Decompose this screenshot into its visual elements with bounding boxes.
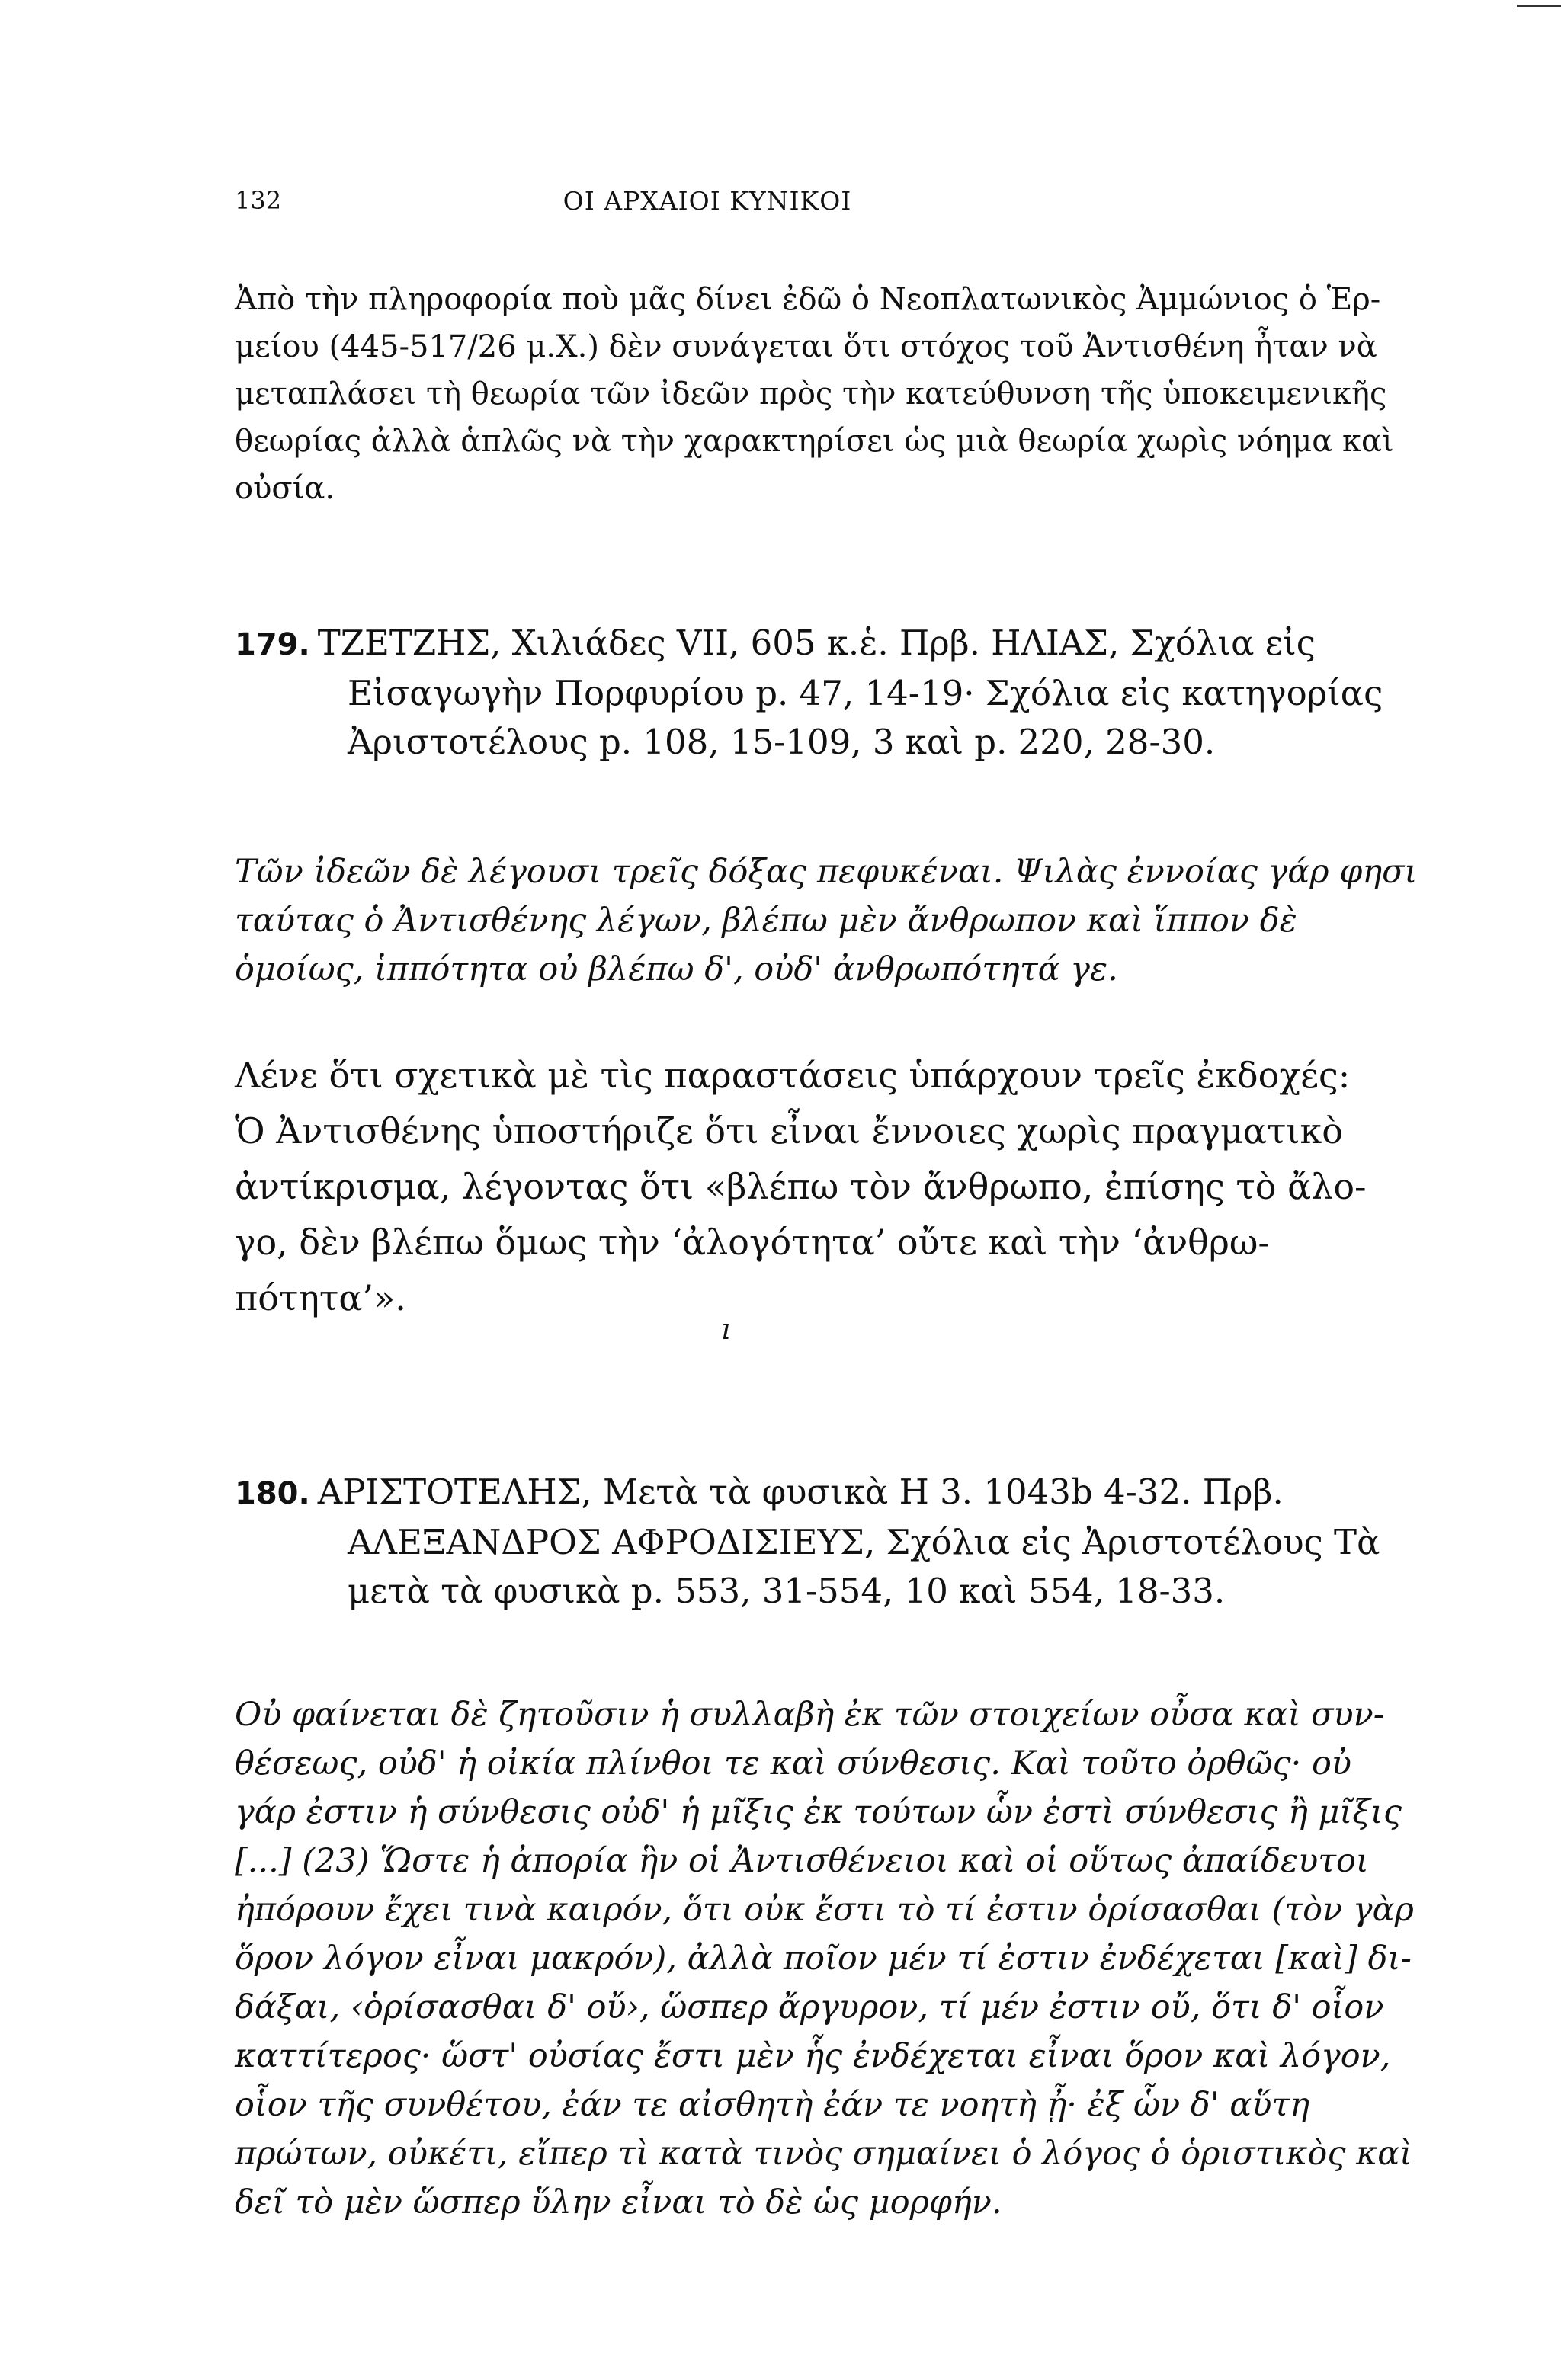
scan-edge-mark <box>1517 5 1561 7</box>
commentary-paragraph <box>235 276 1485 512</box>
fragment-179-reference <box>235 619 1485 767</box>
reference-line: μετὰ τὰ φυσικὰ p. 553, 31-554, 10 καὶ 554, 18-33. <box>348 1571 1226 1611</box>
reference-line: ΑΡΙΣΤΟΤΕΛΗΣ, Μετὰ τὰ φυσικὰ Η 3. 1043b 4-32. Πρβ. <box>317 1472 1284 1512</box>
fragment-179-translation <box>235 1048 1485 1326</box>
stray-mark: ı <box>721 1312 731 1346</box>
commentary-line: οὐσία. <box>235 471 335 506</box>
fragment-179-greek-quote <box>235 847 1485 994</box>
translation-line: Ὁ Ἀντισθένης ὑποστήριζε ὅτι εἶναι ἔννοιες χωρὶς πραγματικὸ <box>235 1110 1343 1152</box>
quote-line: δεῖ τὸ μὲν ὥσπερ ὕλην εἶναι τὸ δὲ ὡς μορφήν. <box>235 2183 1002 2221</box>
page-header <box>235 186 1256 224</box>
quote-line: ὅρον λόγον εἶναι μακρόν), ἀλλὰ ποῖον μέν τί ἐστιν ἐνδέχεται [καὶ] δι- <box>235 1940 1412 1978</box>
translation-line: πότητα’». <box>235 1277 406 1318</box>
quote-line: Οὐ φαίνεται δὲ ζητοῦσιν ἡ συλλαβὴ ἐκ τῶν στοιχείων οὖσα καὶ συν- <box>235 1696 1385 1734</box>
quote-line: Τῶν ἰδεῶν δὲ λέγουσι τρεῖς δόξας πεφυκέναι. Ψιλὰς ἐννοίας γάρ φησι <box>235 853 1418 891</box>
quote-line: καττίτερος· ὥστ' οὐσίας ἔστι μὲν ἧς ἐνδέχεται εἶναι ὅρον καὶ λόγον, <box>235 2037 1391 2075</box>
translation-line: Λένε ὅτι σχετικὰ μὲ τὶς παραστάσεις ὑπάρχουν τρεῖς ἐκδοχές: <box>235 1055 1351 1096</box>
translation-line: γο, δὲν βλέπω ὅμως τὴν ‘ἀλογότητα’ οὔτε καὶ τὴν ‘ἀνθρω- <box>235 1222 1270 1263</box>
quote-line: οἷον τῆς συνθέτου, ἐάν τε αἰσθητὴ ἐάν τε νοητὴ ᾖ· ἐξ ὧν δ' αὕτη <box>235 2086 1310 2124</box>
page-number: 132 <box>235 186 282 215</box>
commentary-line: θεωρίας ἀλλὰ ἁπλῶς νὰ τὴν χαρακτηρίσει ὡς μιὰ θεωρία χωρὶς νόημα καὶ <box>235 424 1394 459</box>
reference-line: Ἀριστοτέλους p. 108, 15-109, 3 καὶ p. 220, 28-30. <box>348 722 1216 762</box>
commentary-line: Ἀπὸ τὴν πληροφορία ποὺ μᾶς δίνει ἐδῶ ὁ Νεοπλατωνικὸς Ἀμμώνιος ὁ Ἑρ- <box>235 282 1381 317</box>
commentary-line: μεταπλάσει τὴ θεωρία τῶν ἰδεῶν πρὸς τὴν κατεύθυνση τῆς ὑποκειμενικῆς <box>235 376 1387 412</box>
quote-line: γάρ ἐστιν ἡ σύνθεσις οὐδ' ἡ μῖξις ἐκ τούτων ὧν ἐστὶ σύνθεσις ἢ μῖξις <box>235 1793 1402 1831</box>
quote-line: δάξαι, ‹ὁρίσασθαι δ' οὔ›, ὥσπερ ἄργυρον, τί μέν ἐστιν οὔ, ὅτι δ' οἷον <box>235 1988 1384 2026</box>
commentary-line: μείου (445-517/26 μ.Χ.) δὲν συνάγεται ὅτι στόχος τοῦ Ἀντισθένη ἦταν νὰ <box>235 329 1377 364</box>
quote-line: ἠπόρουν ἔχει τινὰ καιρόν, ὅτι οὐκ ἔστι τὸ τί ἐστιν ὁρίσασθαι (τὸν γὰρ <box>235 1891 1414 1929</box>
quote-line: ὁμοίως, ἱππότητα οὐ βλέπω δ', οὐδ' ἀνθρωπότητά γε. <box>235 950 1118 988</box>
quote-line: [...] (23) Ὥστε ἡ ἀπορία ἣν οἱ Ἀντισθένειοι καὶ οἱ οὕτως ἀπαίδευτοι <box>235 1842 1369 1880</box>
fragment-180-reference <box>235 1468 1485 1616</box>
reference-line: ΤΖΕΤΖΗΣ, Χιλιάδες VII, 605 κ.ἑ. Πρβ. ΗΛΙΑΣ, Σχόλια εἰς <box>317 623 1316 663</box>
reference-line: Εἰσαγωγὴν Πορφυρίου p. 47, 14-19· Σχόλια εἰς κατηγορίας <box>348 673 1383 713</box>
quote-line: θέσεως, οὐδ' ἡ οἰκία πλίνθοι τε καὶ σύνθεσις. Καὶ τοῦτο ὀρθῶς· οὐ <box>235 1744 1351 1783</box>
fragment-180-greek-quote <box>235 1690 1485 2227</box>
fragment-number: 179. <box>235 627 310 662</box>
quote-line: ταύτας ὁ Ἀντισθένης λέγων, βλέπω μὲν ἄνθρωπον καὶ ἵππον δὲ <box>235 902 1297 940</box>
reference-line: ΑΛΕΞΑΝΔΡΟΣ ΑΦΡΟΔΙΣΙΕΥΣ, Σχόλια εἰς Ἀριστοτέλους Τὰ <box>348 1522 1380 1562</box>
running-title: ΟΙ ΑΡΧΑΙΟΙ ΚΥΝΙΚΟΙ <box>563 186 852 216</box>
fragment-number: 180. <box>235 1476 310 1511</box>
translation-line: ἀντίκρισμα, λέγοντας ὅτι «βλέπω τὸν ἄνθρωπο, ἐπίσης τὸ ἄλο- <box>235 1166 1367 1207</box>
quote-line: πρώτων, οὐκέτι, εἴπερ τὶ κατὰ τινὸς σημαίνει ὁ λόγος ὁ ὁριστικὸς καὶ <box>235 2135 1413 2173</box>
